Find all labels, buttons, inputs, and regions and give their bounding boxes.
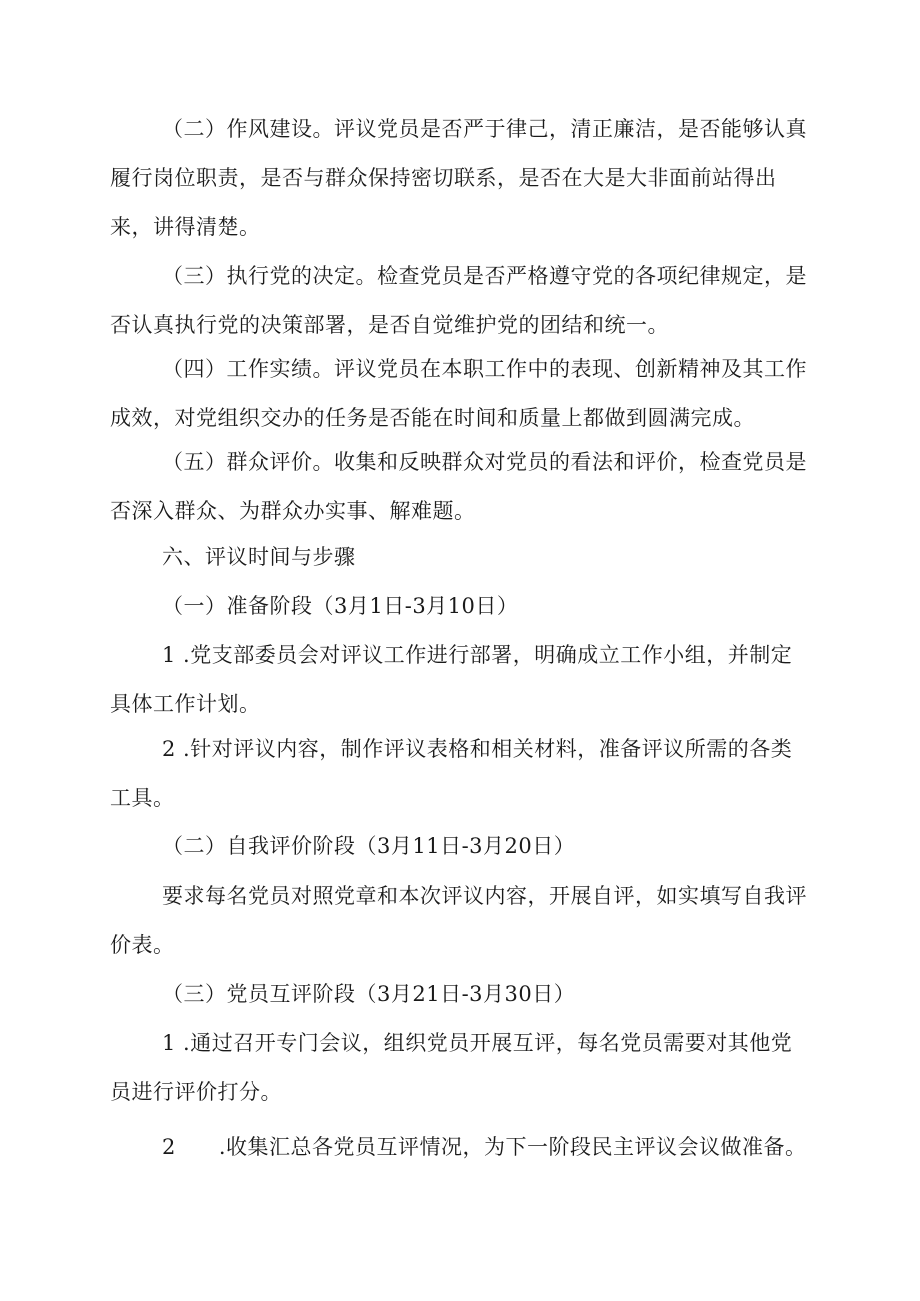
- subheading-peer-evaluation-stage: （三）党员互评阶段（3月21日-3月30日）: [162, 982, 576, 1006]
- paragraph-self-evaluation: 要求每名党员对照党章和本次评议内容，开展自评，如实填写自我评价表。: [110, 884, 807, 957]
- subheading-self-evaluation-stage: （二）自我评价阶段（3月11日-3月20日）: [162, 834, 576, 858]
- list-item-peer-1: 1 .通过召开专门会议，组织党员开展互评，每名党员需要对其他党员进行评价打分。: [110, 1031, 793, 1104]
- list-item-prep-1: 1 .党支部委员会对评议工作进行部署，明确成立工作小组，并制定具体工作计划。: [110, 643, 793, 716]
- paragraph-work-performance: （四）工作实绩。评议党员在本职工作中的表现、创新精神及其工作成效，对党组织交办的任务是否能在时间和质量上都做到圆满完成。: [110, 357, 807, 430]
- paragraph-execute-decisions: （三）执行党的决定。检查党员是否严格遵守党的各项纪律规定，是否认真执行党的决策部署，是否自觉维护党的团结和统一。: [110, 264, 807, 337]
- list-item-peer-2: 2 .收集汇总各党员互评情况，为下一阶段民主评议会议做准备。: [162, 1135, 807, 1159]
- subheading-preparation-stage: （一）准备阶段（3月1日-3月10日）: [162, 594, 519, 618]
- paragraph-public-evaluation: （五）群众评价。收集和反映群众对党员的看法和评价，检查党员是否深入群众、为群众办实事、解难题。: [110, 450, 807, 523]
- section-heading-time-steps: 六、评议时间与步骤: [162, 545, 356, 569]
- paragraph-style-building: （二）作风建设。评议党员是否严于律己，清正廉洁，是否能够认真履行岗位职责，是否与群众保持密切联系，是否在大是大非面前站得出来，讲得清楚。: [110, 117, 807, 239]
- list-item-prep-2: 2 .针对评议内容，制作评议表格和相关材料，准备评议所需的各类工具。: [110, 737, 793, 810]
